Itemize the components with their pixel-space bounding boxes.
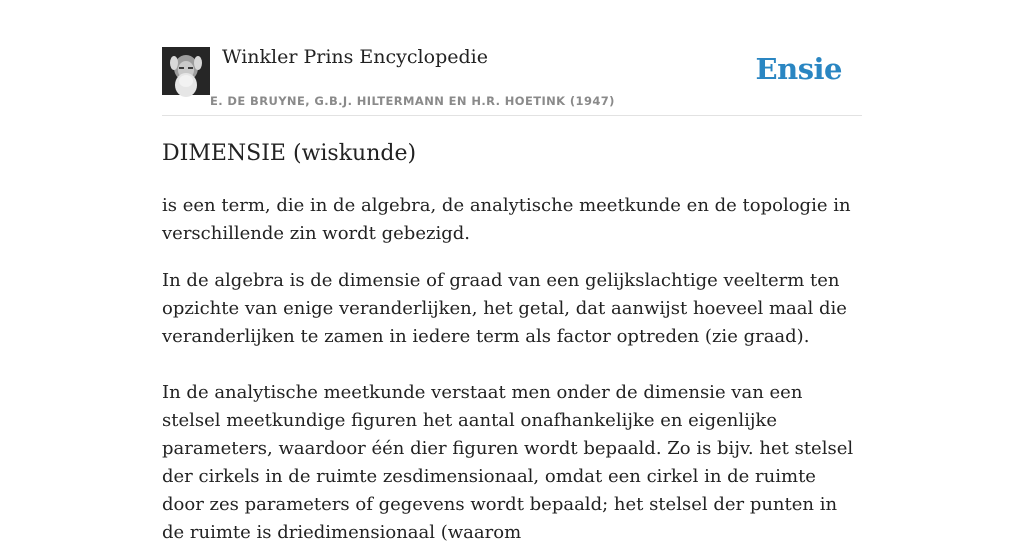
author-portrait-avatar[interactable] <box>162 47 210 95</box>
ensie-logo-link[interactable]: Ensie <box>755 52 842 86</box>
entry-paragraph-2: In de algebra is de dimensie of graad van een gelijkslachtige veelterm ten opzichte van enige veranderlijken, het getal, dat aanwijst hoeveel maal die veranderlijken te zamen in iedere term als factor optreden (zie graad). <box>162 270 847 347</box>
source-header <box>162 0 862 116</box>
entry-paragraph-3: In de analytische meetkunde verstaat men onder de dimensie van een stelsel meetkundige figuren het aantal onafhankelijke en eigenlijke parameters, waardoor één dier figuren wordt bepaald. Zo is bijv. het stelsel der cirkels in de ruimte zesdimensionaal, omdat een cirkel in de ruimte door zes parameters of gegevens wordt bepaald; het stelsel der punten in de ruimte is driedimensionaal (waarom <box>162 382 854 543</box>
content-container <box>162 0 862 543</box>
entry-title: DIMENSIE (wiskunde) <box>162 141 417 166</box>
entry-paragraph-1: is een term, die in de algebra, de analytische meetkunde en de topologie in verschillende zin wordt gebezigd. <box>162 195 851 244</box>
source-authors: E. DE BRUYNE, G.B.J. HILTERMANN EN H.R. HOETINK (1947) <box>210 94 615 108</box>
author-portrait-icon <box>162 47 210 95</box>
source-title[interactable]: Winkler Prins Encyclopedie <box>222 46 488 68</box>
